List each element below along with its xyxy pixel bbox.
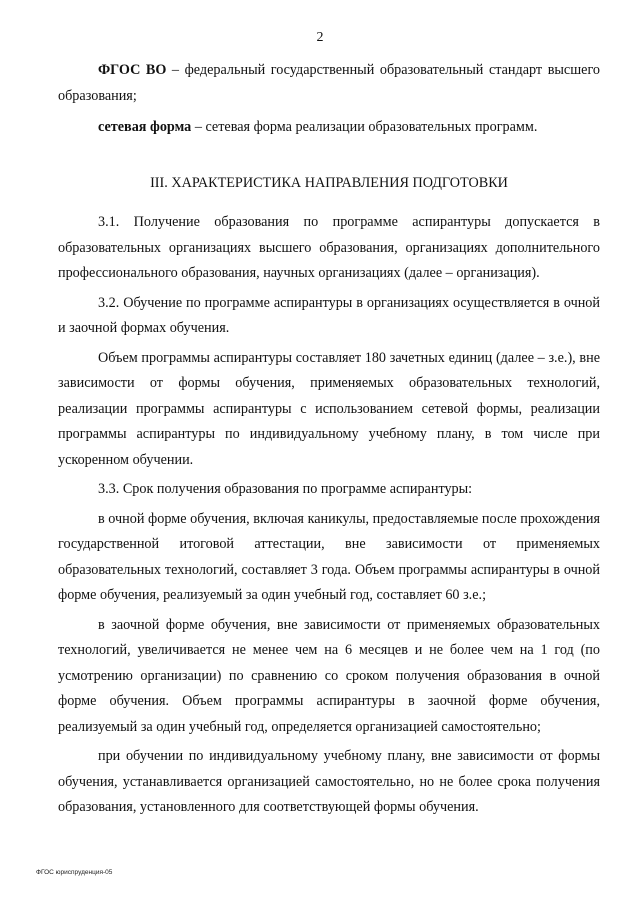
definition-network-form <box>58 115 600 141</box>
paragraph-part-time: в заочной форме обучения, вне зависимости от применяемых образовательных технологий, увеличивается не менее чем на 6 месяцев и не более чем на 1 год (по усмотрению организации) по сравнению со сроком получения образования в очной форме обучения. Объем программы аспирантуры в заочной форме обучения, реализуемый за один учебный год, определяется организацией самостоятельно; <box>58 616 600 735</box>
paragraph-full-time: в очной форме обучения, включая каникулы, предоставляемые после прохождения государственной итоговой аттестации, вне зависимости от применяемых образовательных технологий, составляет 3 года. Объем программы аспирантуры в очной форме обучения, реализуемый за один учебный год, составляет 60 з.е.; <box>58 510 600 603</box>
paragraph-individual-plan: при обучении по индивидуальному учебному плану, вне зависимости от формы обучения, устанавливается организацией самостоятельно, но не более срока получения образования, установленного для соответствующей формы обучения. <box>58 748 600 815</box>
paragraph-3-3: 3.3. Срок получения образования по программе аспирантуры: <box>98 481 473 497</box>
definition-text: – федеральный государственный образовательный стандарт высшего образования; <box>58 62 600 104</box>
document-body <box>58 58 600 825</box>
page-number: 2 <box>316 30 324 45</box>
page-footer: ФГОС юриспруденция-05 <box>36 869 113 876</box>
definition-term: сетевая форма <box>98 119 192 135</box>
definition-term: ФГОС ВО <box>98 62 167 78</box>
definition-text: – сетевая форма реализации образовательных программ. <box>191 119 538 135</box>
definition-fgos-vo <box>58 58 600 109</box>
paragraph-program-volume: Объем программы аспирантуры составляет 180 зачетных единиц (далее – з.е.), вне зависимости от формы обучения, применяемых образовательных технологий, реализации программы аспирантуры с использованием сетевой формы, реализации программы аспирантуры по индивидуальному учебному плану, в том числе при ускоренном обучении. <box>58 349 600 468</box>
section-heading: III. ХАРАКТЕРИСТИКА НАПРАВЛЕНИЯ ПОДГОТОВКИ <box>150 174 508 191</box>
paragraph-3-1: 3.1. Получение образования по программе аспирантуры допускается в образовательных организациях высшего образования, организациях дополнительного профессионального образования, научных организациях (далее – организация). <box>58 214 600 281</box>
paragraph-3-2: 3.2. Обучение по программе аспирантуры в организациях осуществляется в очной и заочной формах обучения. <box>58 294 600 336</box>
